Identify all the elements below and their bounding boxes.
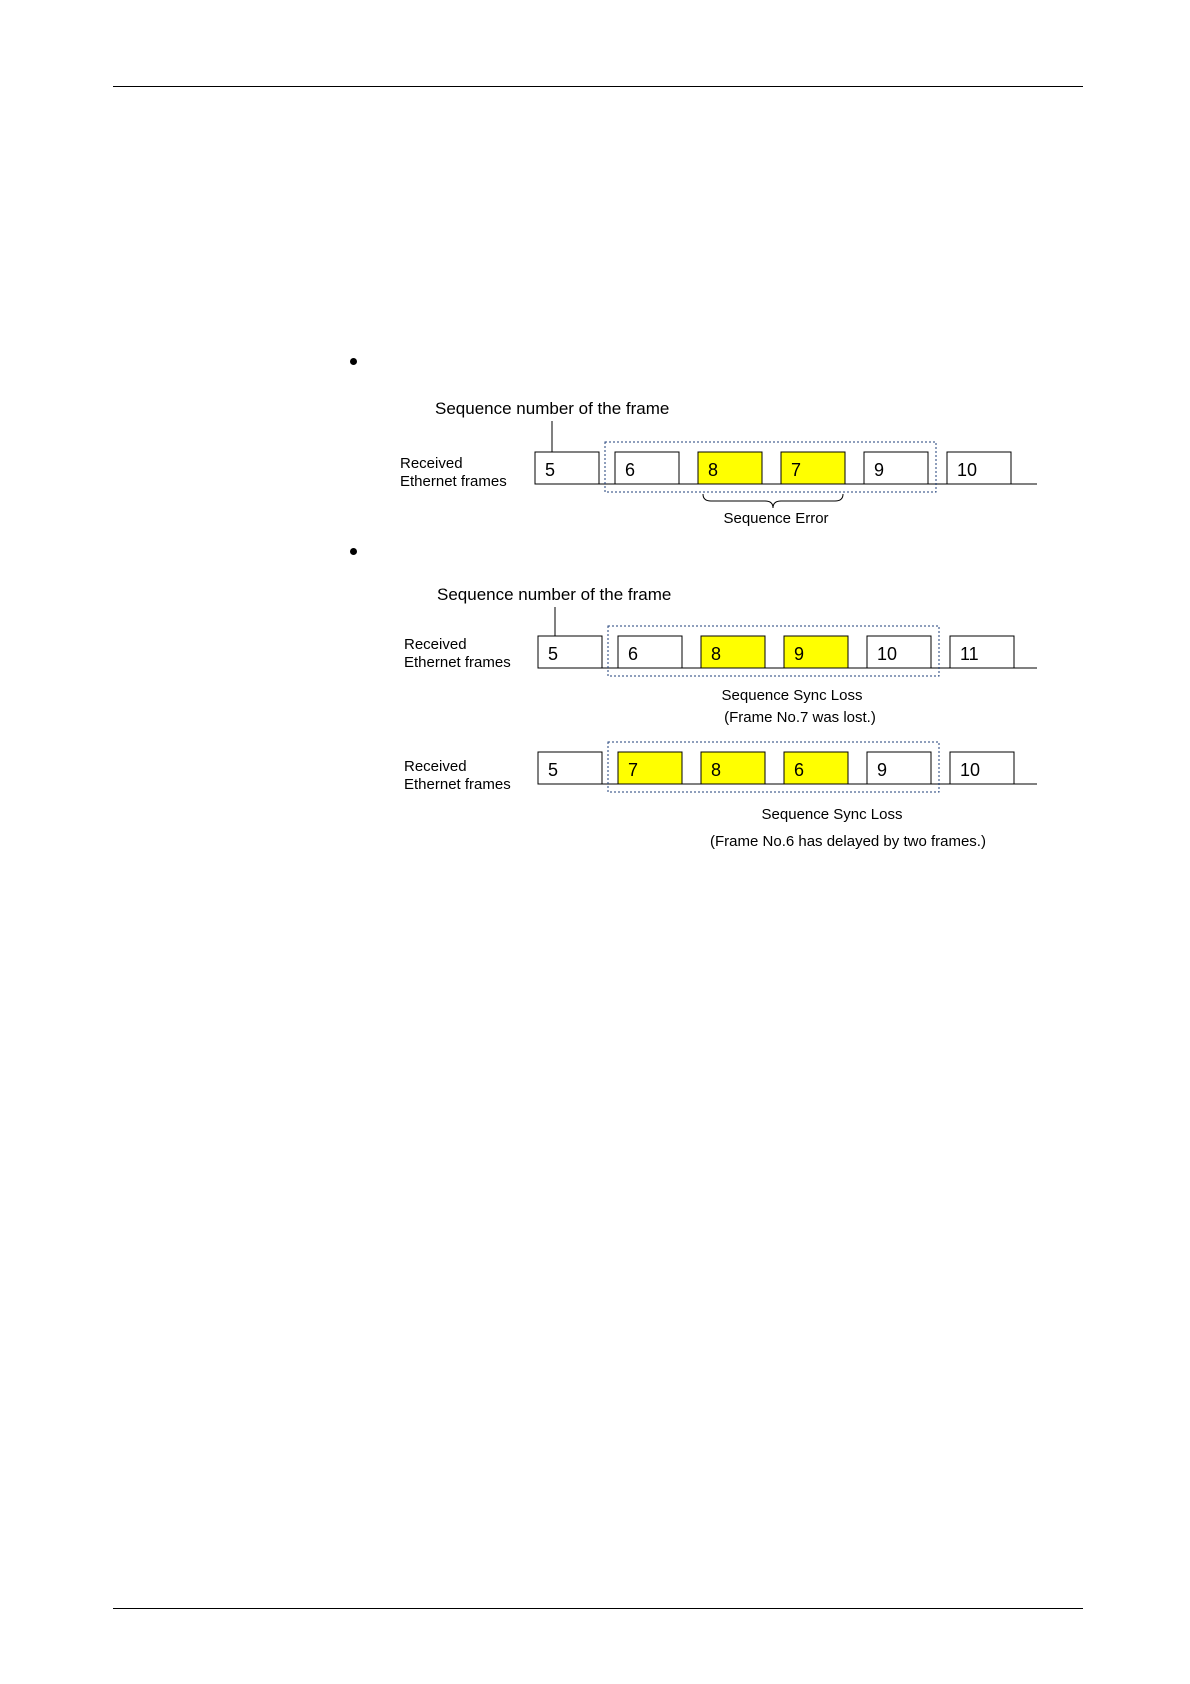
frame-number: 9 — [794, 644, 805, 664]
row-label: Received — [400, 455, 463, 472]
frame-number: 9 — [877, 760, 888, 780]
row-label: Ethernet frames — [404, 654, 511, 671]
caption-note: (Frame No.6 has delayed by two frames.) — [710, 833, 986, 850]
frame-number: 8 — [711, 760, 722, 780]
frame-number: 10 — [877, 644, 898, 664]
pointer-label: Sequence number of the frame — [435, 399, 670, 418]
error-brace — [703, 494, 843, 508]
frame-number: 9 — [874, 460, 885, 480]
frame-number: 5 — [548, 644, 559, 664]
frame-number: 5 — [548, 760, 559, 780]
caption-title: Sequence Error — [723, 510, 829, 527]
frame-number: 6 — [794, 760, 805, 780]
pointer-label: Sequence number of the frame — [437, 585, 672, 604]
frame-number: 8 — [711, 644, 722, 664]
frame-number: 6 — [628, 644, 639, 664]
frame-number: 7 — [628, 760, 639, 780]
frame-number: 10 — [957, 460, 978, 480]
frame-number: 6 — [625, 460, 636, 480]
frame-number: 7 — [791, 460, 802, 480]
caption-title: Sequence Sync Loss — [721, 687, 863, 704]
row-label: Received — [404, 636, 467, 653]
row-label: Ethernet frames — [400, 473, 507, 490]
row-label: Ethernet frames — [404, 776, 511, 793]
caption-note: (Frame No.7 was lost.) — [724, 709, 876, 726]
frame-number: 8 — [708, 460, 719, 480]
row-label: Received — [404, 758, 467, 775]
caption-title: Sequence Sync Loss — [761, 806, 903, 823]
frame-number: 5 — [545, 460, 556, 480]
frame-number: 10 — [960, 760, 981, 780]
frame-number: 11 — [960, 644, 979, 664]
